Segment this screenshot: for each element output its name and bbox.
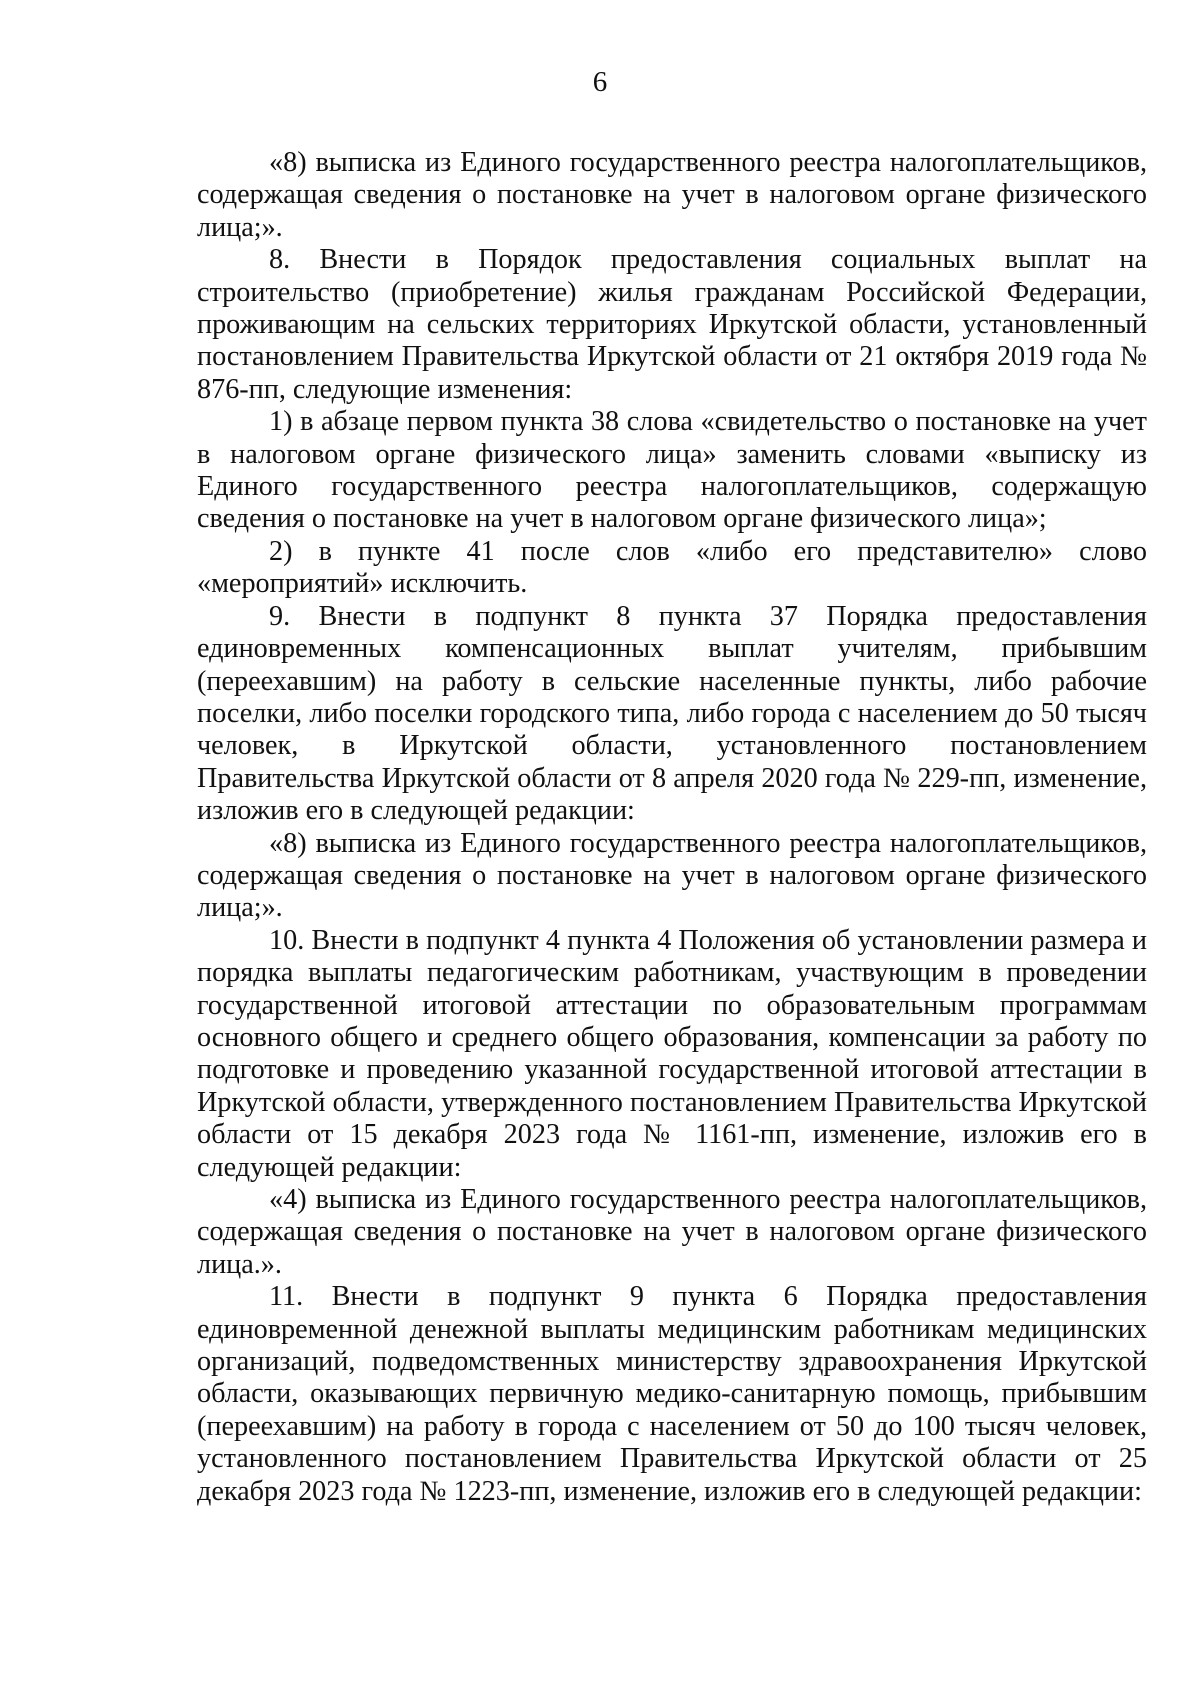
- paragraph-quote-8: «8) выписка из Единого государственного реестра налогоплательщиков, содержащая сведения о постановке на учет в налоговом органе физического лица;».: [197, 147, 1147, 243]
- paragraph-item-8: 8. Внести в Порядок предоставления социальных выплат на строительство (приобретение) жилья гражданам Российской Федерации, проживающим на сельских территориях Иркутской области, установленный постановлением Правительства Иркутской области от 21 октября 2019 года № 876-пп, следующие изменения:: [197, 244, 1147, 405]
- paragraph-item-11: 11. Внести в подпункт 9 пункта 6 Порядка предоставления единовременной денежной выплаты медицинским работникам медицинских организаций, подведомственных министерству здравоохранения Иркутской области, оказывающих первичную медико-санитарную помощь, прибывшим (переехавшим) на работу в города с населением от 50 до 100 тысяч человек, установленного постановлением Правительства Иркутской области от 25 декабря 2023 года № 1223-пп, изменение, изложив его в следующей редакции:: [197, 1281, 1147, 1507]
- document-body: [197, 147, 1147, 1508]
- paragraph-item-9: 9. Внести в подпункт 8 пункта 37 Порядка предоставления единовременных компенсационных выплат учителям, прибывшим (переехавшим) на работу в сельские населенные пункты, либо рабочие поселки, либо поселки городского типа, либо города с населением до 50 тысяч человек, в Иркутской области, установленного постановлением Правительства Иркутской области от 8 апреля 2020 года № 229-пп, изменение, изложив его в следующей редакции:: [197, 600, 1147, 827]
- paragraph-subitem-1: 1) в абзаце первом пункта 38 слова «свидетельство о постановке на учет в налоговом органе физического лица» заменить словами «выписку из Единого государственного реестра налогоплательщиков, содержащую сведения о постановке на учет в налоговом органе физического лица»;: [197, 406, 1147, 535]
- paragraph-quote-8-second: «8) выписка из Единого государственного реестра налогоплательщиков, содержащая сведения о постановке на учет в налоговом органе физического лица;».: [197, 827, 1147, 924]
- paragraph-subitem-2: 2) в пункте 41 после слов «либо его представителю» слово «мероприятий» исключить.: [197, 535, 1147, 600]
- paragraph-item-10: 10. Внести в подпункт 4 пункта 4 Положения об установлении размера и порядка выплаты педагогическим работникам, участвующим в проведении государственной итоговой аттестации по образовательным программам основного общего и среднего общего образования, компенсации за работу по подготовке и проведению указанной государственной итоговой аттестации в Иркутской области, утвержденного постановлением Правительства Иркутской области от 15 декабря 2023 года № 1161-пп, изменение, изложив его в следующей редакции:: [197, 924, 1147, 1183]
- paragraph-quote-4: «4) выписка из Единого государственного реестра налогоплательщиков, содержащая сведения о постановке на учет в налоговом органе физического лица.».: [197, 1184, 1147, 1280]
- page-number: 6: [592, 66, 608, 98]
